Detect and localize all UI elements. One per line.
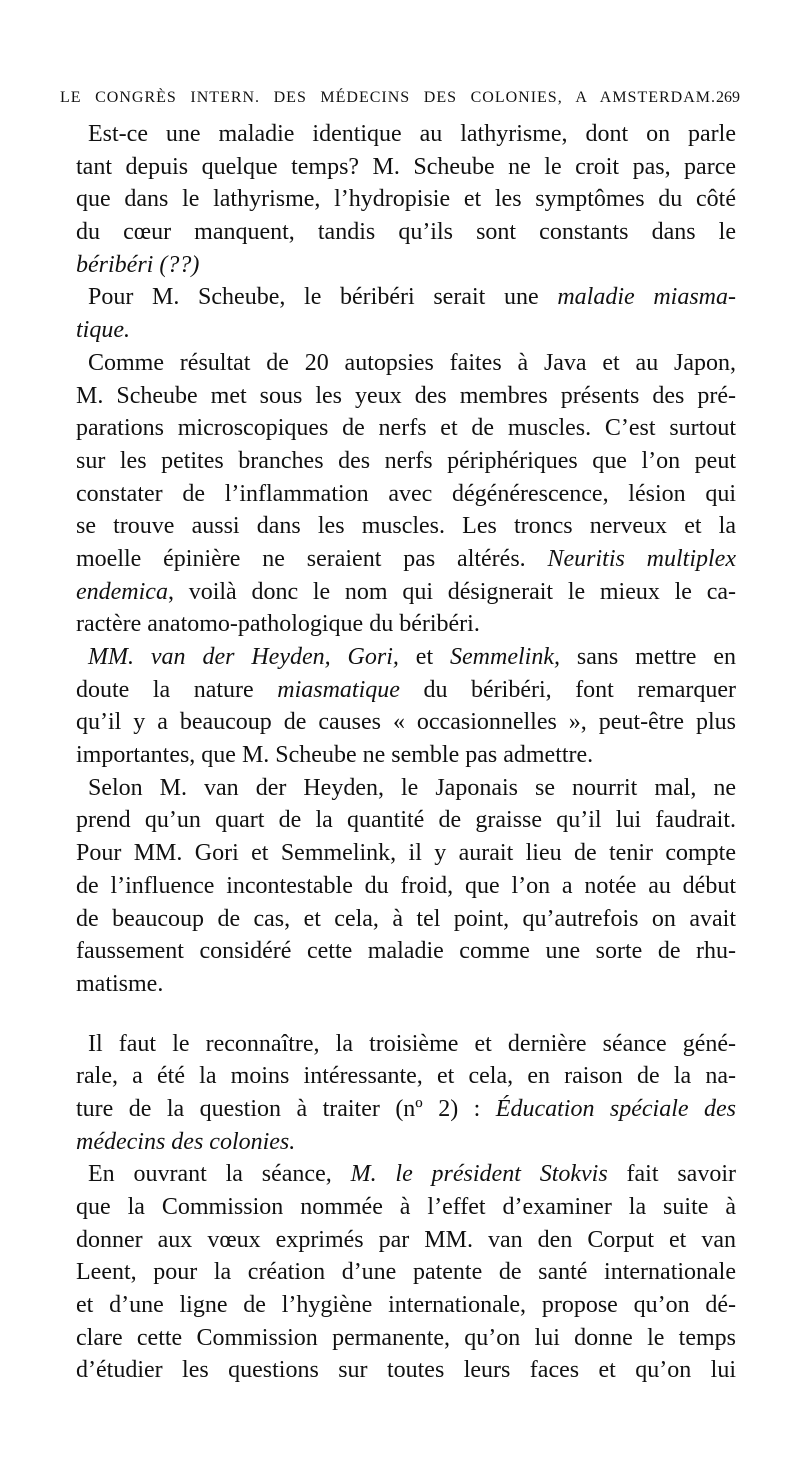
- text-line: matisme.: [76, 970, 164, 997]
- text-line: Comme résultat de 20 autopsies faites à Java et au Japon,: [88, 349, 736, 376]
- text-line: donner aux vœux exprimés par MM. van den Corput et van: [76, 1226, 736, 1253]
- text-line: tique.: [76, 317, 130, 344]
- text-line: du cœur manquent, tandis qu’ils sont constants dans le: [76, 219, 736, 246]
- text-line: Leent, pour la création d’une patente de santé internationale: [76, 1259, 736, 1286]
- text-line: rale, a été la moins intéressante, et cela, en raison de la na-: [76, 1063, 736, 1090]
- text-line: qu’il y a beaucoup de causes « occasionnelles », peut-être plus: [76, 709, 736, 736]
- text-line: En ouvrant la séance, M. le président Stokvis fait savoir: [88, 1161, 736, 1188]
- text-line: prend qu’un quart de la quantité de graisse qu’il lui faudrait.: [76, 807, 736, 834]
- text-line: doute la nature miasmatique du béribéri, font remarquer: [76, 676, 736, 703]
- text-line: Pour MM. Gori et Semmelink, il y aurait lieu de tenir compte: [76, 840, 736, 867]
- text-line: béribéri (??): [76, 251, 200, 278]
- text-line: Selon M. van der Heyden, le Japonais se nourrit mal, ne: [88, 774, 736, 801]
- text-line: se trouve aussi dans les muscles. Les troncs nerveux et la: [76, 513, 736, 540]
- text-line: Est-ce une maladie identique au lathyrisme, dont on parle: [88, 121, 736, 147]
- text-line: faussement considéré cette maladie comme une sorte de rhu-: [76, 938, 736, 965]
- text-line: moelle épinière ne seraient pas altérés. Neuritis multiplex: [76, 545, 736, 572]
- text-line: Il faut le reconnaître, la troisième et dernière séance géné-: [88, 1030, 736, 1057]
- running-title: LE CONGRÈS INTERN. DES MÉDECINS DES COLONIES, A AMSTERDAM.: [60, 89, 716, 106]
- text-line: ture de la question à traiter (nº 2) : Éducation spéciale des: [76, 1095, 736, 1122]
- text-line: M. Scheube met sous les yeux des membres présents des pré-: [76, 382, 736, 409]
- text-line: endemica, voilà donc le nom qui désignerait le mieux le ca-: [76, 578, 736, 605]
- running-header: [60, 88, 740, 108]
- text-line: clare cette Commission permanente, qu’on lui donne le temps: [76, 1324, 736, 1351]
- text-line: MM. van der Heyden, Gori, et Semmelink, sans mettre en: [88, 644, 736, 670]
- text-line: que dans le lathyrisme, l’hydropisie et les symptômes du côté: [76, 186, 736, 213]
- text-line: d’étudier les questions sur toutes leurs faces et qu’on lui: [76, 1357, 736, 1384]
- text-line: ractère anatomo-pathologique du béribéri.: [76, 611, 480, 638]
- paragraph-gap: [76, 1001, 736, 1028]
- text-line: constater de l’inflammation avec dégénérescence, lésion qui: [76, 480, 736, 507]
- text-line: Pour M. Scheube, le béribéri serait une maladie miasma-: [88, 284, 736, 311]
- text-line: importantes, que M. Scheube ne semble pas admettre.: [76, 742, 594, 769]
- body-text: [76, 118, 736, 1387]
- text-line: sur les petites branches des nerfs périphériques que l’on peut: [76, 447, 736, 474]
- text-line: parations microscopiques de nerfs et de muscles. C’est surtout: [76, 415, 736, 442]
- text-line: et d’une ligne de l’hygiène internationale, propose qu’on dé-: [76, 1292, 736, 1319]
- text-line: que la Commission nommée à l’effet d’examiner la suite à: [76, 1194, 736, 1220]
- text-line: de l’influence incontestable du froid, que l’on a notée au début: [76, 872, 736, 899]
- text-line: de beaucoup de cas, et cela, à tel point, qu’autrefois on avait: [76, 905, 736, 932]
- page-number: 269: [716, 89, 740, 106]
- text-line: médecins des colonies.: [76, 1128, 296, 1155]
- text-line: tant depuis quelque temps? M. Scheube ne le croit pas, parce: [76, 153, 736, 180]
